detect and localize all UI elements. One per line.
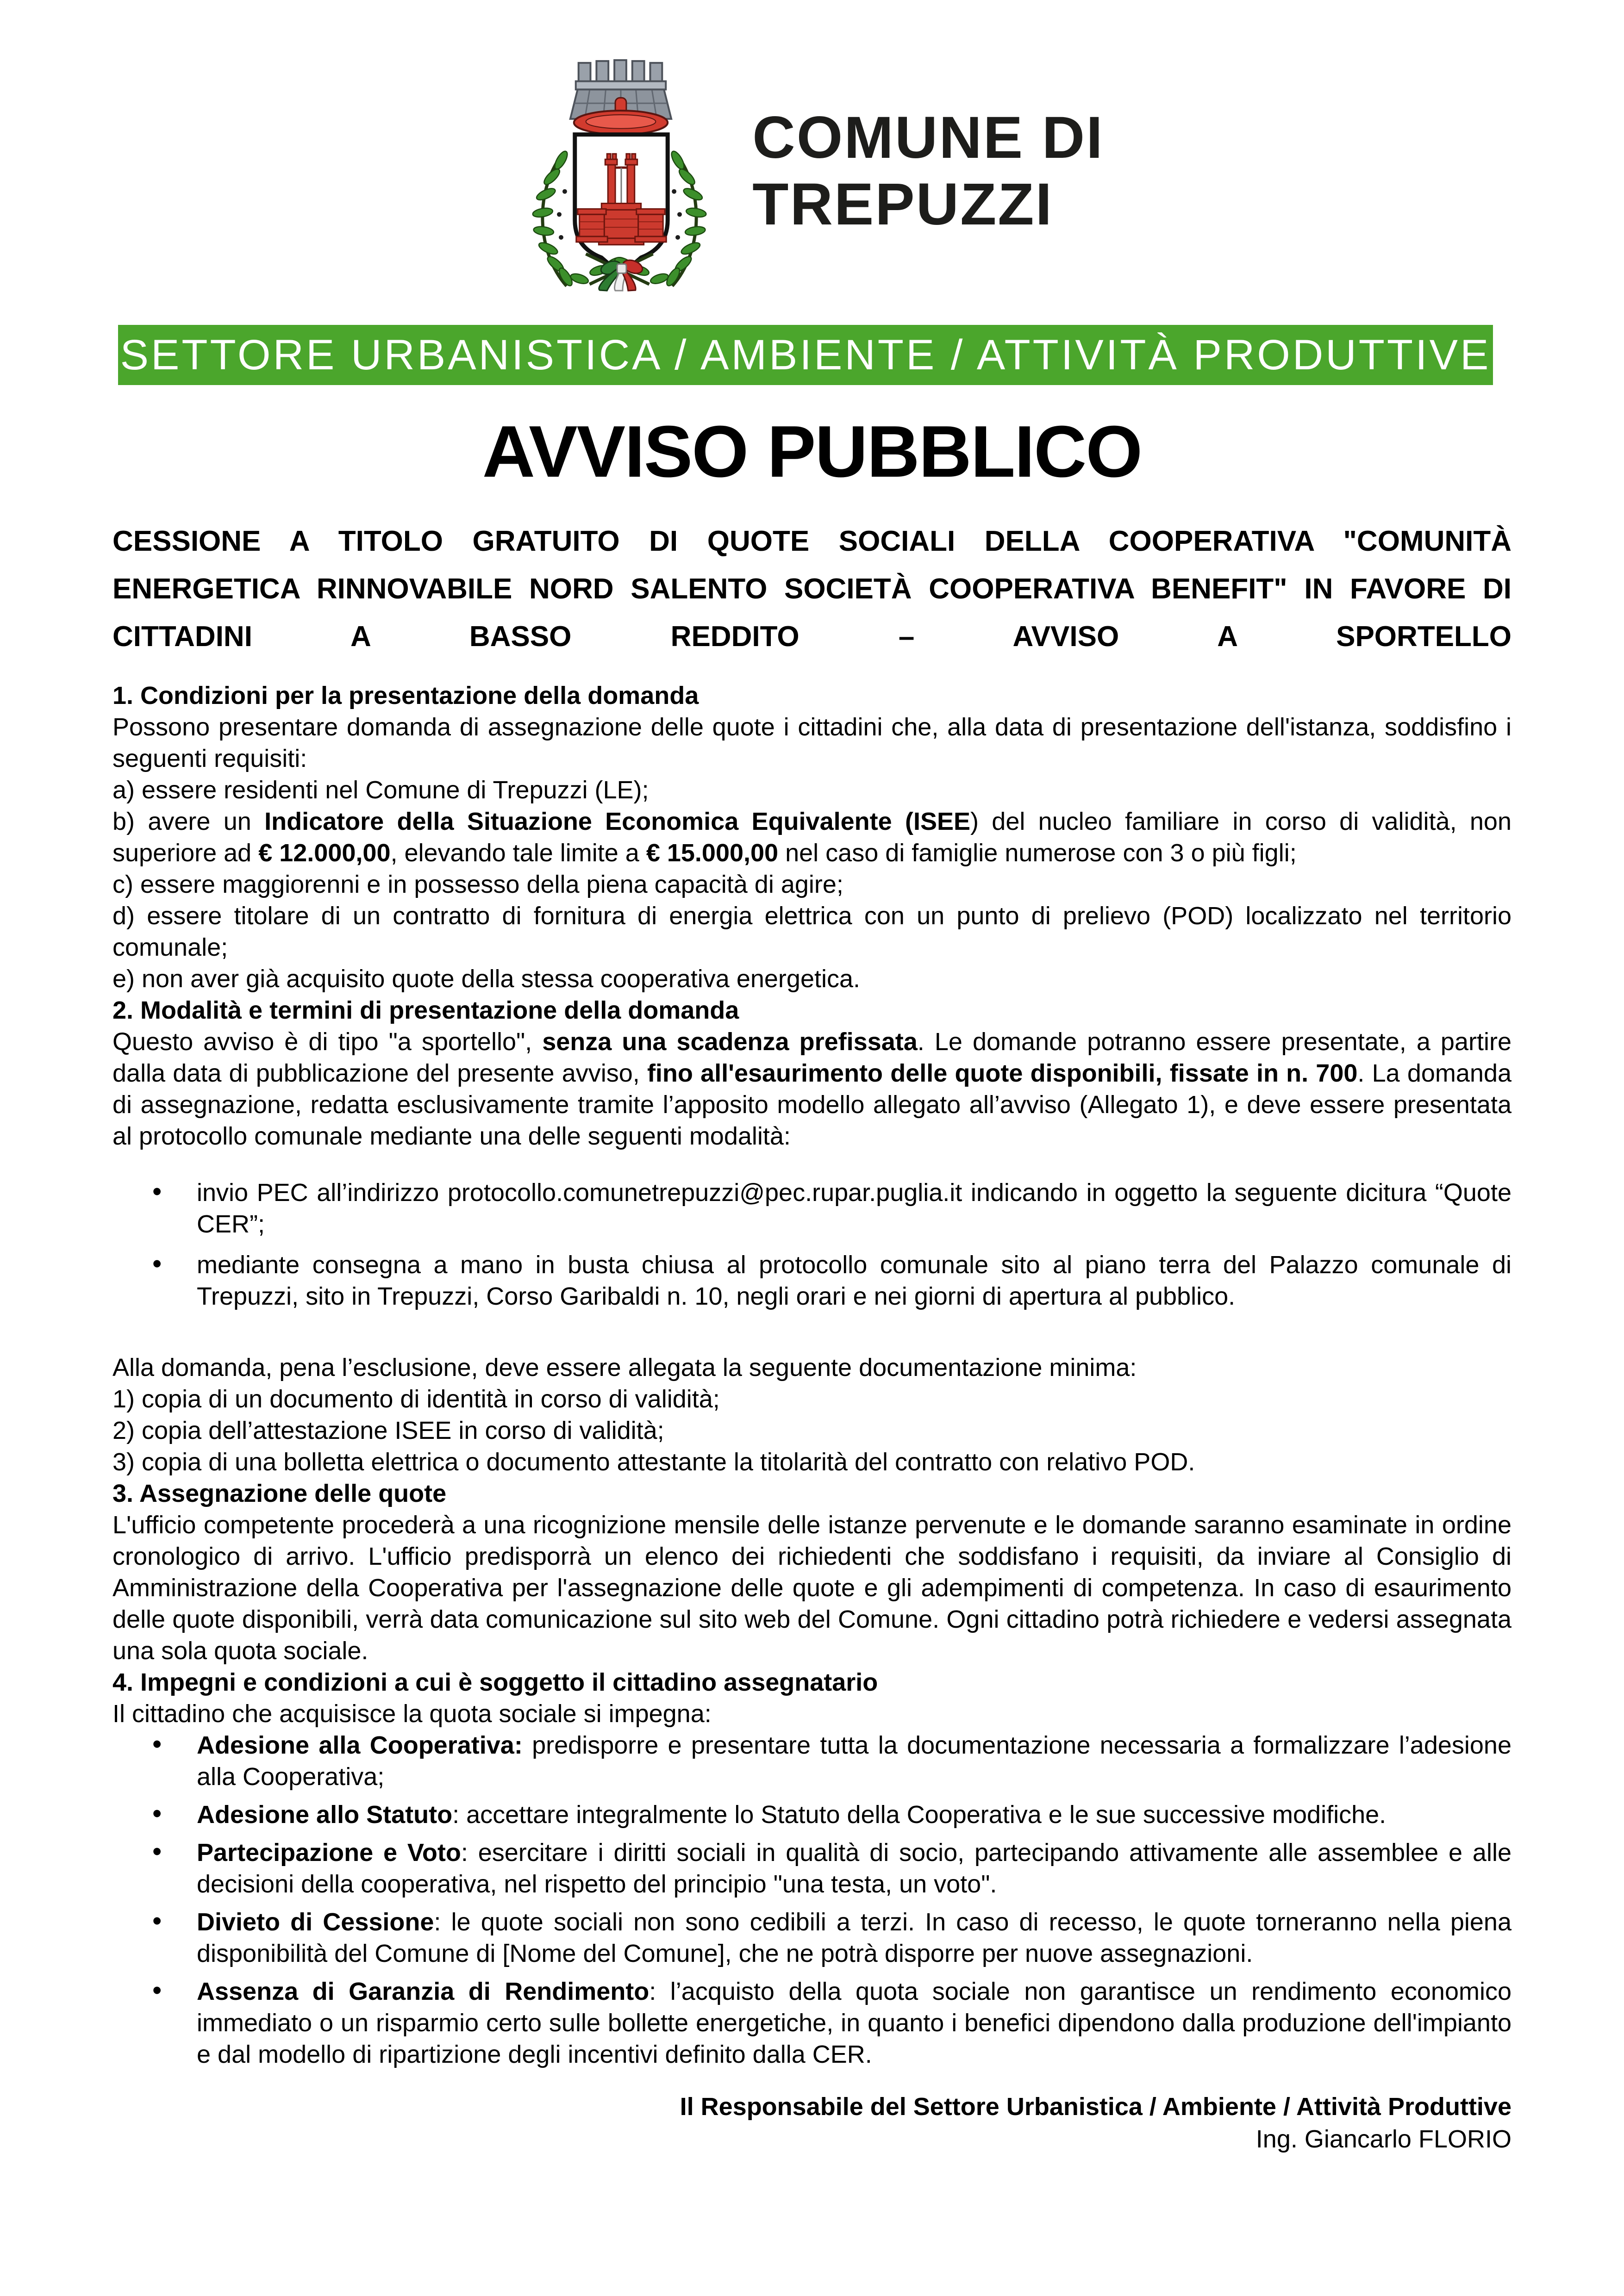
letterhead — [112, 0, 1512, 292]
signature-block — [112, 2091, 1512, 2155]
coat-of-arms-icon — [520, 54, 719, 292]
section-1-heading: 1. Condizioni per la presentazione della domanda — [112, 682, 699, 709]
attachment-2: 2) copia dell’attestazione ISEE in corso di validità; — [112, 1417, 664, 1444]
section-3-paragraph: L'ufficio competente procederà a una ricognizione mensile delle istanze pervenute e le domande saranno esaminate in ordine cronologico di arrivo. L'ufficio predisporrà un elenco dei richiedenti che soddisfano i requisiti, da inviare al Consiglio di Amministrazione della Cooperativa per l'assegnazione delle quote e gli adempimenti di competenza. In caso di esaurimento delle quote disponibili, verrà data comunicazione sul sito web del Comune. Ogni cittadino potrà richiedere e vedersi assegnata una sola quota sociale. — [112, 1511, 1512, 1665]
list-item-assenza-garanzia: • Assenza di Garanzia di Rendimento: l’acquisto della quota sociale non garantisce un rendimento economico immediato o un risparmio certo sulle bollette energetiche, in quanto i benefici dipendono dalla produzione dell'impianto e dal modello di ripartizione degli incentivi definito dalla CER. — [197, 1976, 1512, 2070]
department-banner-text: SETTORE URBANISTICA / AMBIENTE / ATTIVITÀ PRODUTTIVE — [120, 331, 1491, 379]
list-item-hand-delivery: • mediante consegna a mano in busta chiusa al protocollo comunale sito al piano terra del Palazzo comunale di Trepuzzi, sito in Trepuzzi, Corso Garibaldi n. 10, negli orari e nei giorni di apertura al pubblico. — [197, 1249, 1512, 1312]
municipality-name — [752, 105, 1104, 238]
submission-modes-list — [112, 1177, 1512, 1312]
page-title: AVVISO PUBBLICO — [482, 411, 1142, 492]
section-1-intro: Possono presentare domanda di assegnazione delle quote i cittadini che, alla data di presentazione dell'istanza, soddisfino i seguenti requisiti: — [112, 713, 1512, 772]
department-banner — [118, 325, 1493, 385]
attachments-intro: Alla domanda, pena l’esclusione, deve essere allegata la seguente documentazione minima: — [112, 1354, 1137, 1381]
obligations-list — [112, 1730, 1512, 2070]
section-1-item-b: b) avere un Indicatore della Situazione Economica Equivalente (ISEE) del nucleo familiare in corso di validità, non superiore ad € 12.000,00, elevando tale limite a € 15.000,00 nel caso di famiglie numerose con 3 o più figli; — [112, 808, 1512, 867]
section-2 — [112, 995, 1512, 1478]
section-4 — [112, 1667, 1512, 2070]
section-3-heading: 3. Assegnazione delle quote — [112, 1480, 447, 1507]
list-item-divieto-cessione: • Divieto di Cessione: le quote sociali non sono cedibili a terzi. In caso di recesso, le quote torneranno nella piena disponibilità del Comune di [Nome del Comune], che ne potrà disporre per nuove assegnazioni. — [197, 1906, 1512, 1969]
section-2-heading: 2. Modalità e termini di presentazione della domanda — [112, 996, 739, 1024]
document-body — [112, 680, 1512, 2155]
section-1-item-e: e) non aver già acquisito quote della stessa cooperativa energetica. — [112, 965, 861, 993]
list-item-adesione-cooperativa: • Adesione alla Cooperativa: predisporre e presentare tutta la documentazione necessaria a formalizzare l’adesione alla Cooperativa; — [197, 1730, 1512, 1792]
signature-role: Il Responsabile del Settore Urbanistica / Ambiente / Attività Produttive — [680, 2093, 1512, 2121]
list-item-adesione-statuto: • Adesione allo Statuto: accettare integralmente lo Statuto della Cooperativa e le sue successive modifiche. — [197, 1799, 1512, 1830]
municipality-name-line1: COMUNE DI — [752, 105, 1104, 171]
signature-name: Ing. Giancarlo FLORIO — [1255, 2125, 1512, 2153]
section-1-item-d: d) essere titolare di un contratto di fornitura di energia elettrica con un punto di prelievo (POD) localizzato nel territorio comunale; — [112, 902, 1512, 961]
attachment-3: 3) copia di una bolletta elettrica o documento attestante la titolarità del contratto con relativo POD. — [112, 1448, 1195, 1476]
attachment-1: 1) copia di un documento di identità in corso di validità; — [112, 1385, 720, 1413]
section-4-heading: 4. Impegni e condizioni a cui è soggetto il cittadino assegnatario — [112, 1668, 878, 1696]
section-1-item-c: c) essere maggiorenni e in possesso della piena capacità di agire; — [112, 871, 843, 898]
section-1 — [112, 680, 1512, 995]
section-1-item-a: a) essere residenti nel Comune di Trepuzzi (LE); — [112, 776, 649, 804]
section-4-intro: Il cittadino che acquisisce la quota sociale si impegna: — [112, 1700, 712, 1728]
list-item-partecipazione-voto: • Partecipazione e Voto: esercitare i diritti sociali in qualità di socio, partecipando attivamente alle assemblee e alle decisioni della cooperativa, nel rispetto del principio "una testa, un voto". — [197, 1837, 1512, 1900]
section-3 — [112, 1478, 1512, 1667]
notice-subtitle: CESSIONE A TITOLO GRATUITO DI QUOTE SOCIALI DELLA COOPERATIVA "COMUNITÀ ENERGETICA RINNOVABILE NORD SALENTO SOCIETÀ COOPERATIVA BENEFIT" IN FAVORE DI CITTADINI A BASSO REDDITO – AVVISO A SPORTELLO — [112, 525, 1512, 653]
list-item-pec: • invio PEC all’indirizzo protocollo.comunetrepuzzi@pec.rupar.puglia.it indicando in oggetto la seguente dicitura “Quote CER”; — [197, 1177, 1512, 1240]
section-2-paragraph: Questo avviso è di tipo "a sportello", senza una scadenza prefissata. Le domande potranno essere presentate, a partire dalla data di pubblicazione del presente avviso, fino all'esaurimento delle quote disponibili, fissate in n. 700. La domanda di assegnazione, redatta esclusivamente tramite l’apposito modello allegato all’avviso (Allegato 1), e deve essere presentata al protocollo comunale mediante una delle seguenti modalità: — [112, 1028, 1512, 1150]
municipality-name-line2: TREPUZZI — [752, 171, 1054, 237]
